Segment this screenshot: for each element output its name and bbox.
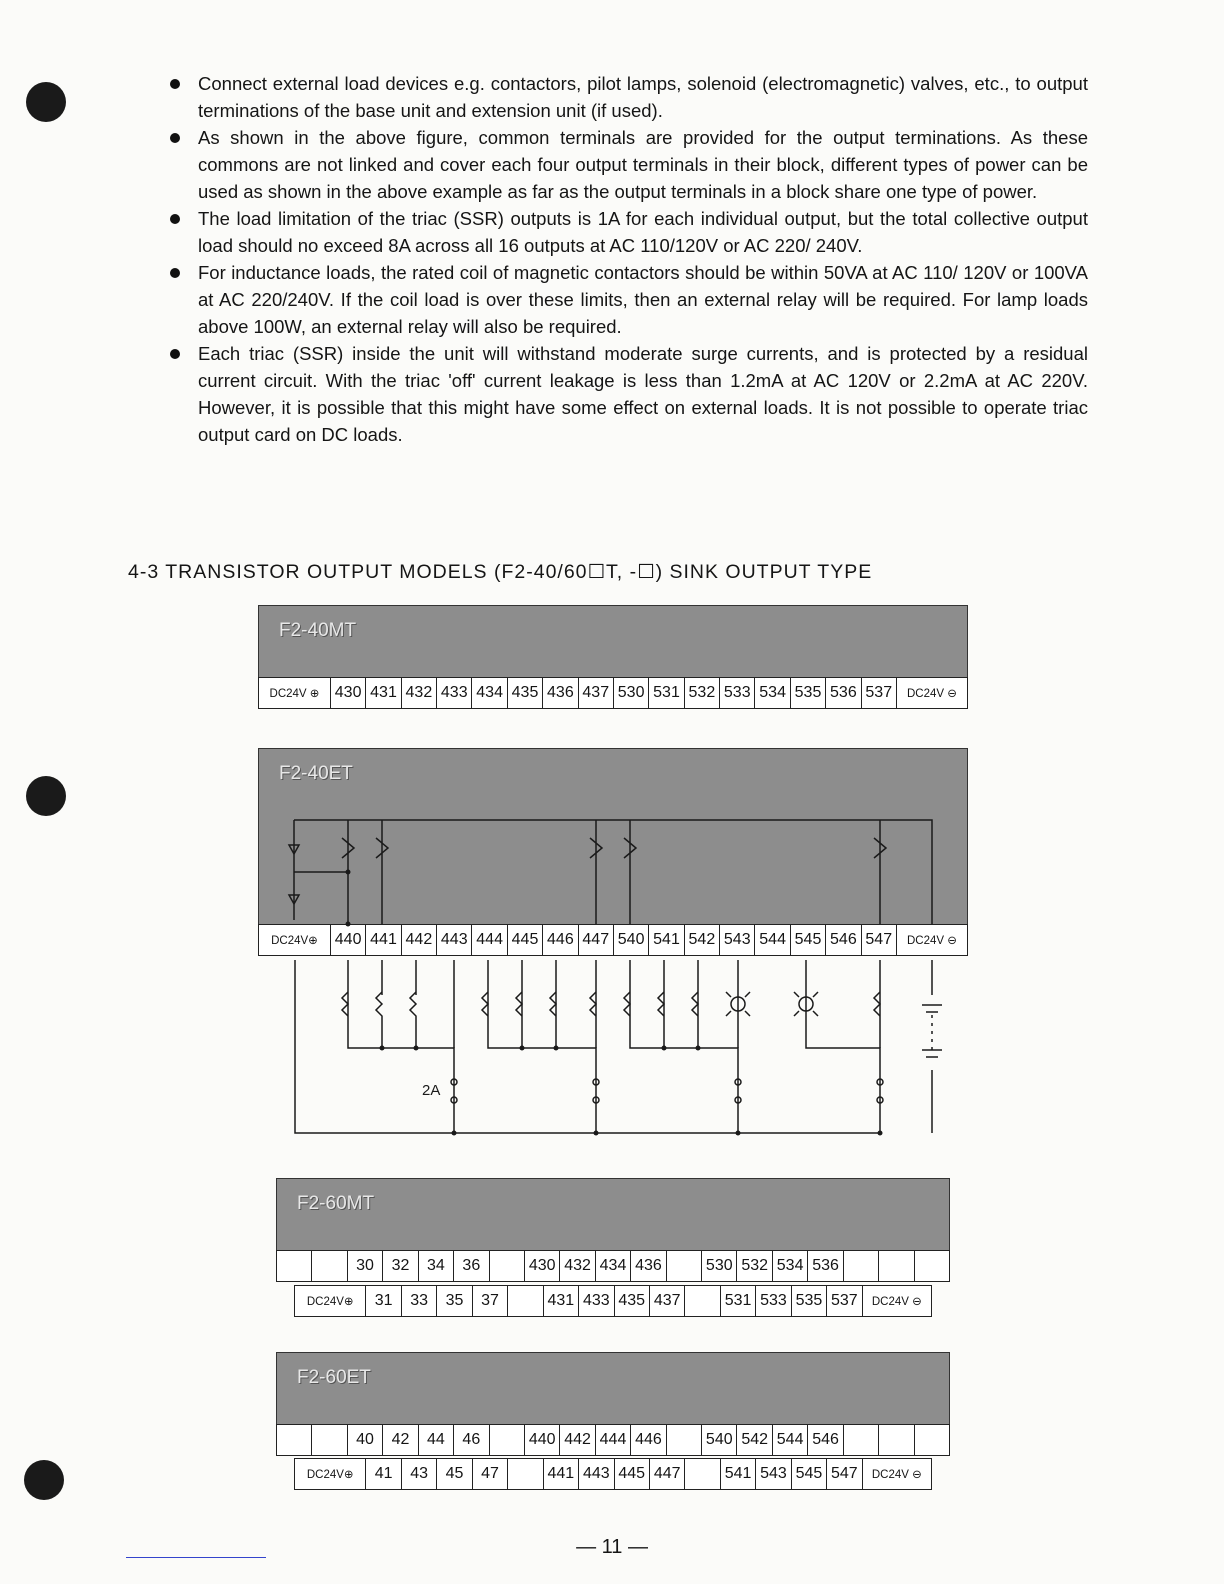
terminal-cell: 44: [419, 1425, 454, 1455]
note-item: [168, 259, 1088, 340]
terminal-cell: 35: [437, 1286, 472, 1316]
terminal-cell: 435: [615, 1286, 650, 1316]
terminal-cell: 437: [650, 1286, 685, 1316]
terminal-cell: 447: [579, 925, 614, 955]
terminal-cell: 536: [808, 1251, 843, 1281]
terminal-cell-empty: [915, 1425, 949, 1455]
terminal-cell: 47: [473, 1459, 508, 1489]
terminal-cell: 543: [756, 1459, 791, 1489]
terminal-cell: 440: [525, 1425, 560, 1455]
bullet-icon: [170, 268, 180, 278]
note-item: [168, 340, 1088, 448]
punch-hole-top: [26, 82, 66, 122]
terminal-cell: DC24V⊕: [259, 925, 331, 955]
terminal-cell: 530: [702, 1251, 737, 1281]
terminal-cell: 46: [454, 1425, 489, 1455]
terminal-cell-empty: [277, 1251, 312, 1281]
terminal-cell: 432: [402, 678, 437, 708]
terminal-cell-empty: [490, 1251, 525, 1281]
terminal-cell: 545: [792, 1459, 827, 1489]
terminal-row-f2-60mt-top: [276, 1250, 950, 1282]
terminal-cell: 430: [525, 1251, 560, 1281]
terminal-cell-empty: [508, 1286, 543, 1316]
terminal-cell: 434: [472, 678, 507, 708]
terminal-cell: 546: [826, 925, 861, 955]
terminal-cell: 443: [579, 1459, 614, 1489]
unit-label: F2-40ET: [279, 763, 353, 784]
terminal-cell: 544: [773, 1425, 808, 1455]
terminal-cell: 37: [473, 1286, 508, 1316]
terminal-cell-empty: [915, 1251, 949, 1281]
terminal-cell: 535: [791, 678, 826, 708]
terminal-cell: 542: [737, 1425, 772, 1455]
terminal-cell: 42: [383, 1425, 418, 1455]
terminal-cell: 41: [366, 1459, 401, 1489]
note-text: For inductance loads, the rated coil of magnetic contactors should be within 50VA at AC 110/ 120V or 100VA at AC 220/240V. If the coil load is over these limits, then an external relay will be required. For lamp loads above 100W, an external relay will also be required.: [198, 262, 1088, 337]
terminal-cell-empty: [667, 1251, 702, 1281]
bullet-icon: [170, 349, 180, 359]
terminal-cell: 442: [402, 925, 437, 955]
unit-label: F2-60MT: [297, 1193, 375, 1214]
terminal-cell: 443: [437, 925, 472, 955]
terminal-cell: 545: [791, 925, 826, 955]
terminal-cell: 437: [579, 678, 614, 708]
terminal-cell: DC24V⊕: [295, 1286, 366, 1316]
terminal-cell: 431: [366, 678, 401, 708]
terminal-cell: 433: [437, 678, 472, 708]
terminal-cell: 537: [862, 678, 897, 708]
terminal-cell: 540: [702, 1425, 737, 1455]
terminal-cell-empty: [685, 1286, 720, 1316]
terminal-cell: 446: [543, 925, 578, 955]
terminal-cell: 444: [596, 1425, 631, 1455]
terminal-cell-empty: [685, 1459, 720, 1489]
terminal-row-f2-60mt-bottom: [294, 1285, 932, 1317]
terminal-cell: 542: [685, 925, 720, 955]
terminal-cell: 537: [827, 1286, 862, 1316]
terminal-cell: 436: [631, 1251, 666, 1281]
fuse-label: 2A: [422, 1082, 441, 1099]
terminal-cell-empty: [879, 1425, 914, 1455]
terminal-cell: DC24V⊕: [295, 1459, 366, 1489]
note-text: As shown in the above figure, common terminals are provided for the output terminations. As these commons are not linked and cover each four output terminals in their block, different types of power can be used as shown in the above example as far as the output terminals in a block share one type of power.: [198, 127, 1088, 202]
terminal-cell: 36: [454, 1251, 489, 1281]
terminal-cell: 544: [755, 925, 790, 955]
unit-label: F2-40MT: [279, 620, 357, 641]
terminal-cell: 430: [331, 678, 366, 708]
terminal-cell: 31: [366, 1286, 401, 1316]
terminal-cell: 34: [419, 1251, 454, 1281]
terminal-cell: 530: [614, 678, 649, 708]
section-title: 4-3 TRANSISTOR OUTPUT MODELS (F2-40/60☐T, -☐) SINK OUTPUT TYPE: [128, 561, 873, 583]
terminal-cell: 441: [544, 1459, 579, 1489]
unit-f2-40mt: [258, 605, 968, 679]
terminal-cell: 444: [472, 925, 507, 955]
terminal-cell: DC24V ⊖: [906, 935, 957, 947]
note-text: Each triac (SSR) inside the unit will withstand moderate surge currents, and is protected by a residual current circuit. With the triac 'off' current leakage is less than 1.2mA at AC 120V or 2.2mA at AC 220V. However, it is possible that this might have some effect on external loads. It is not possible to operate triac output card on DC loads.: [198, 343, 1088, 445]
terminal-cell: 534: [755, 678, 790, 708]
punch-hole-bottom: [24, 1460, 64, 1500]
terminal-cell-empty: [490, 1425, 525, 1455]
punch-hole-middle: [26, 776, 66, 816]
terminal-cell: 445: [615, 1459, 650, 1489]
terminal-cell: 546: [808, 1425, 843, 1455]
unit-f2-60et: [276, 1352, 950, 1426]
terminal-cell: 533: [756, 1286, 791, 1316]
terminal-cell: DC24V ⊖: [871, 1469, 922, 1481]
terminal-row-f2-40mt: [258, 677, 968, 709]
terminal-cell: 531: [721, 1286, 756, 1316]
bullet-icon: [170, 133, 180, 143]
terminal-cell: 543: [720, 925, 755, 955]
terminal-cell-empty: [844, 1251, 879, 1281]
terminal-cell: 532: [737, 1251, 772, 1281]
terminal-cell: 441: [366, 925, 401, 955]
terminal-cell: 434: [596, 1251, 631, 1281]
terminal-cell: 33: [402, 1286, 437, 1316]
terminal-cell: 433: [579, 1286, 614, 1316]
bullet-icon: [170, 214, 180, 224]
terminal-cell: 531: [649, 678, 684, 708]
note-item: [168, 70, 1088, 124]
terminal-cell: 533: [720, 678, 755, 708]
terminal-cell-empty: [844, 1425, 879, 1455]
terminal-cell-empty: [879, 1251, 914, 1281]
note-item: [168, 124, 1088, 205]
terminal-cell: DC24V ⊕: [259, 678, 331, 708]
note-item: [168, 205, 1088, 259]
terminal-cell: 446: [631, 1425, 666, 1455]
terminal-cell: DC24V ⊖: [871, 1296, 922, 1308]
terminal-cell: 432: [560, 1251, 595, 1281]
terminal-cell: 436: [543, 678, 578, 708]
terminal-cell: 43: [402, 1459, 437, 1489]
terminal-cell: 440: [331, 925, 366, 955]
terminal-cell: 40: [348, 1425, 383, 1455]
note-text: Connect external load devices e.g. contactors, pilot lamps, solenoid (electromagnetic) valves, etc., to output terminations of the base unit and extension unit (if used).: [198, 73, 1088, 121]
terminal-cell-empty: [508, 1459, 543, 1489]
terminal-cell-empty: [667, 1425, 702, 1455]
bullet-icon: [170, 79, 180, 89]
page-number: — 11 —: [576, 1536, 648, 1558]
terminal-cell: DC24V ⊖: [906, 688, 957, 700]
terminal-cell: 534: [773, 1251, 808, 1281]
terminal-cell: 541: [721, 1459, 756, 1489]
terminal-cell: 536: [826, 678, 861, 708]
terminal-cell: 535: [792, 1286, 827, 1316]
terminal-cell: 547: [827, 1459, 862, 1489]
terminal-cell: 547: [862, 925, 897, 955]
terminal-row-f2-60et-top: [276, 1424, 950, 1456]
terminal-cell-empty: [312, 1251, 347, 1281]
unit-label: F2-60ET: [297, 1367, 371, 1388]
terminal-cell: 447: [650, 1459, 685, 1489]
terminal-cell: 442: [560, 1425, 595, 1455]
terminal-cell: 541: [649, 925, 684, 955]
terminal-cell: 435: [508, 678, 543, 708]
note-text: The load limitation of the triac (SSR) outputs is 1A for each individual output, but the total collective output load should no exceed 8A across all 16 outputs at AC 110/120V or AC 220/ 240V.: [198, 208, 1088, 256]
terminal-cell-empty: [277, 1425, 312, 1455]
terminal-row-f2-60et-bottom: [294, 1458, 932, 1490]
terminal-cell: 532: [685, 678, 720, 708]
notes-list: [168, 70, 1088, 448]
terminal-cell-empty: [312, 1425, 347, 1455]
footer-rule: [126, 1557, 266, 1558]
terminal-cell: 431: [544, 1286, 579, 1316]
terminal-cell: 540: [614, 925, 649, 955]
terminal-cell: 45: [437, 1459, 472, 1489]
wiring-diagram: [258, 800, 968, 1145]
terminal-cell: 445: [508, 925, 543, 955]
terminal-cell: 32: [383, 1251, 418, 1281]
terminal-cell: 30: [348, 1251, 383, 1281]
unit-f2-60mt: [276, 1178, 950, 1252]
